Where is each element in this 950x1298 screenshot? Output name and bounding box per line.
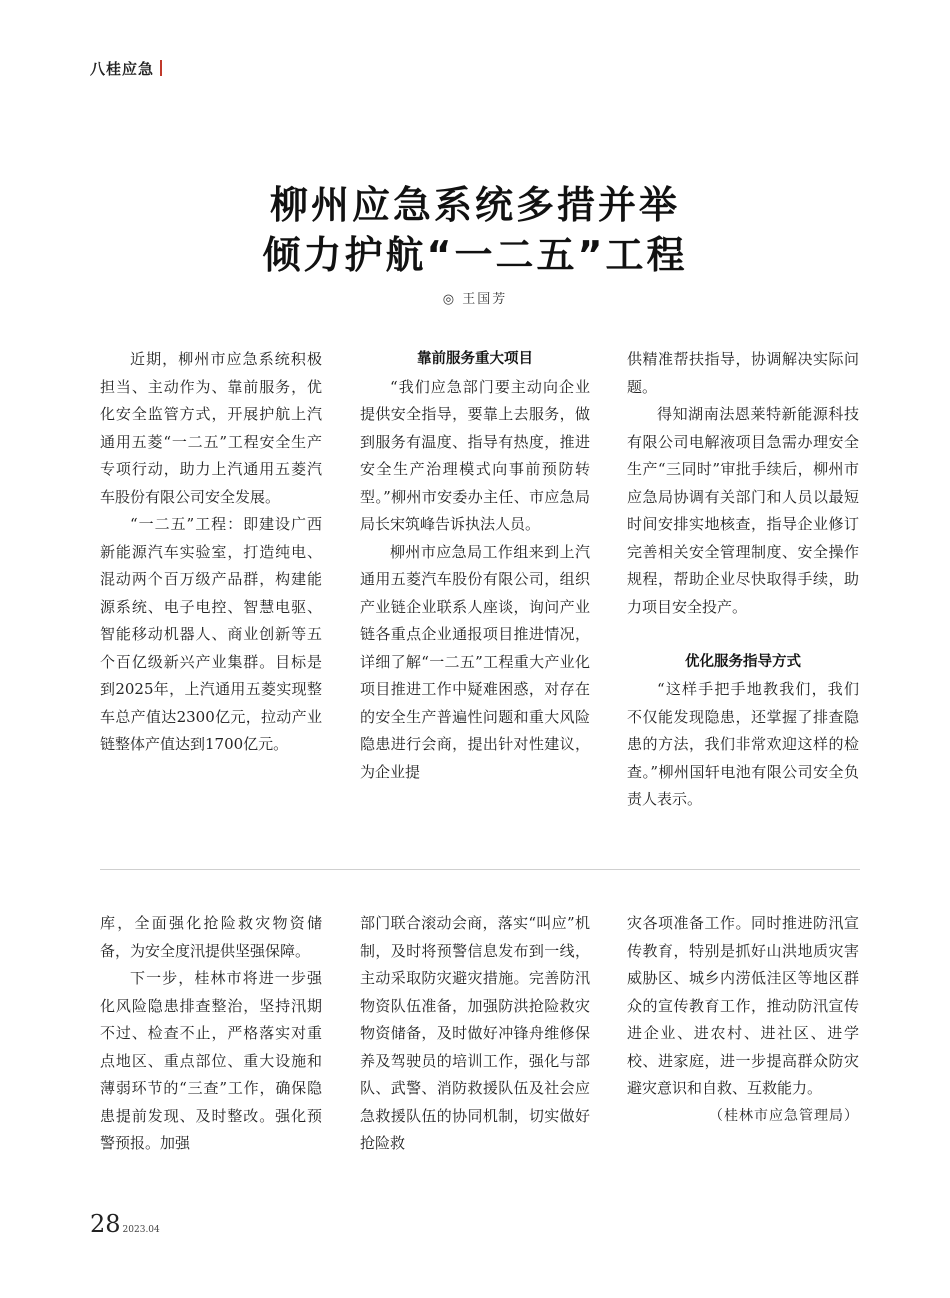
- paragraph: 下一步，桂林市将进一步强化风险隐患排查整治，坚持汛期不过、检查不止，严格落实对重点地区、重点部位、重大设施和薄弱环节的“三查”工作，确保隐患提前发现、及时整改。强化预警预报。加强: [100, 969, 322, 1152]
- title-line-1: 柳州应急系统多措并举: [269, 183, 680, 227]
- paragraph: 供精准帮扶指导，协调解决实际问题。: [627, 350, 859, 396]
- lower-column-3: [627, 910, 859, 1130]
- article-author: ◎ 王国芳: [442, 292, 508, 307]
- paragraph: “一二五”工程：即建设广西新能源汽车实验室，打造纯电、混动两个百万级产品群，构建能源系统、电子电控、智慧电驱、智能移动机器人、商业创新等五个百亿级新兴产业集群。目标是到2025年，上汽通用五菱实现整车总产值达2300亿元，拉动产业链整体产值达到1700亿元。: [100, 515, 322, 753]
- paragraph: “这样手把手地教我们，我们不仅能发现隐患，还掌握了排查隐患的方法，我们非常欢迎这样的检查。”柳州国轩电池有限公司安全负责人表示。: [627, 680, 859, 808]
- article-source: （桂林市应急管理局）: [709, 1107, 859, 1124]
- section-divider: [100, 869, 860, 870]
- article-column-2: [360, 346, 590, 786]
- title-line-2: 倾力护航“一二五”工程: [262, 233, 688, 277]
- paragraph: “我们应急部门要主动向企业提供安全指导，要靠上去服务，做到服务有温度、指导有热度，推进安全生产治理模式向事前预防转型。”柳州市安委办主任、市应急局局长宋筑峰告诉执法人员。: [360, 377, 590, 533]
- paragraph: 灾各项准备工作。同时推进防汛宣传教育，特别是抓好山洪地质灾害威胁区、城乡内涝低洼区等地区群众的宣传教育工作，推动防汛宣传进企业、进农村、进社区、进学校、进家庭，进一步提高群众防灾避灾意识和自救、互救能力。: [627, 914, 859, 1097]
- section-header: [90, 58, 162, 79]
- paragraph: 得知湖南法恩莱特新能源科技有限公司电解液项目急需办理安全生产“三同时”审批手续后，柳州市应急局协调有关部门和人员以最短时间安排实地核查，指导企业修订完善相关安全管理制度、安全操作规程，帮助企业尽快取得手续，助力项目安全投产。: [627, 405, 859, 616]
- header-accent-bar: [160, 60, 162, 76]
- article-column-3: [627, 346, 859, 814]
- paragraph: 近期，柳州市应急系统积极担当、主动作为、靠前服务，优化安全监管方式，开展护航上汽通用五菱“一二五”工程安全生产专项行动，助力上汽通用五菱汽车股份有限公司安全发展。: [100, 350, 322, 506]
- issue-date: 2023.04: [122, 1225, 160, 1235]
- article-column-1: [100, 346, 322, 759]
- section-heading: 优化服务指导方式: [685, 653, 801, 670]
- paragraph: 库，全面强化抢险救灾物资储备，为安全度汛提供坚强保障。: [100, 914, 322, 960]
- page-number: 28: [90, 1210, 121, 1238]
- lower-column-1: [100, 910, 322, 1158]
- paragraph: 柳州市应急局工作组来到上汽通用五菱汽车股份有限公司，组织产业链企业联系人座谈，询问产业链各重点企业通报项目推进情况，详细了解“一二五”工程重大产业化项目推进工作中疑难困惑，对存在的安全生产普遍性问题和重大风险隐患进行会商，提出针对性建议，为企业提: [360, 542, 590, 781]
- section-heading: 靠前服务重大项目: [417, 351, 533, 367]
- paragraph: 部门联合滚动会商，落实“叫应”机制，及时将预警信息发布到一线，主动采取防灾避灾措施。完善防汛物资队伍准备，加强防洪抢险救灾物资储备，及时做好冲锋舟维修保养及驾驶员的培训工作，强化与部队、武警、消防救援队伍及社会应急救援队伍的协同机制，切实做好抢险救: [360, 914, 590, 1152]
- article-title: [0, 180, 950, 280]
- page-footer: [90, 1210, 160, 1238]
- lower-column-2: [360, 910, 590, 1158]
- section-name: 八桂应急: [90, 60, 155, 78]
